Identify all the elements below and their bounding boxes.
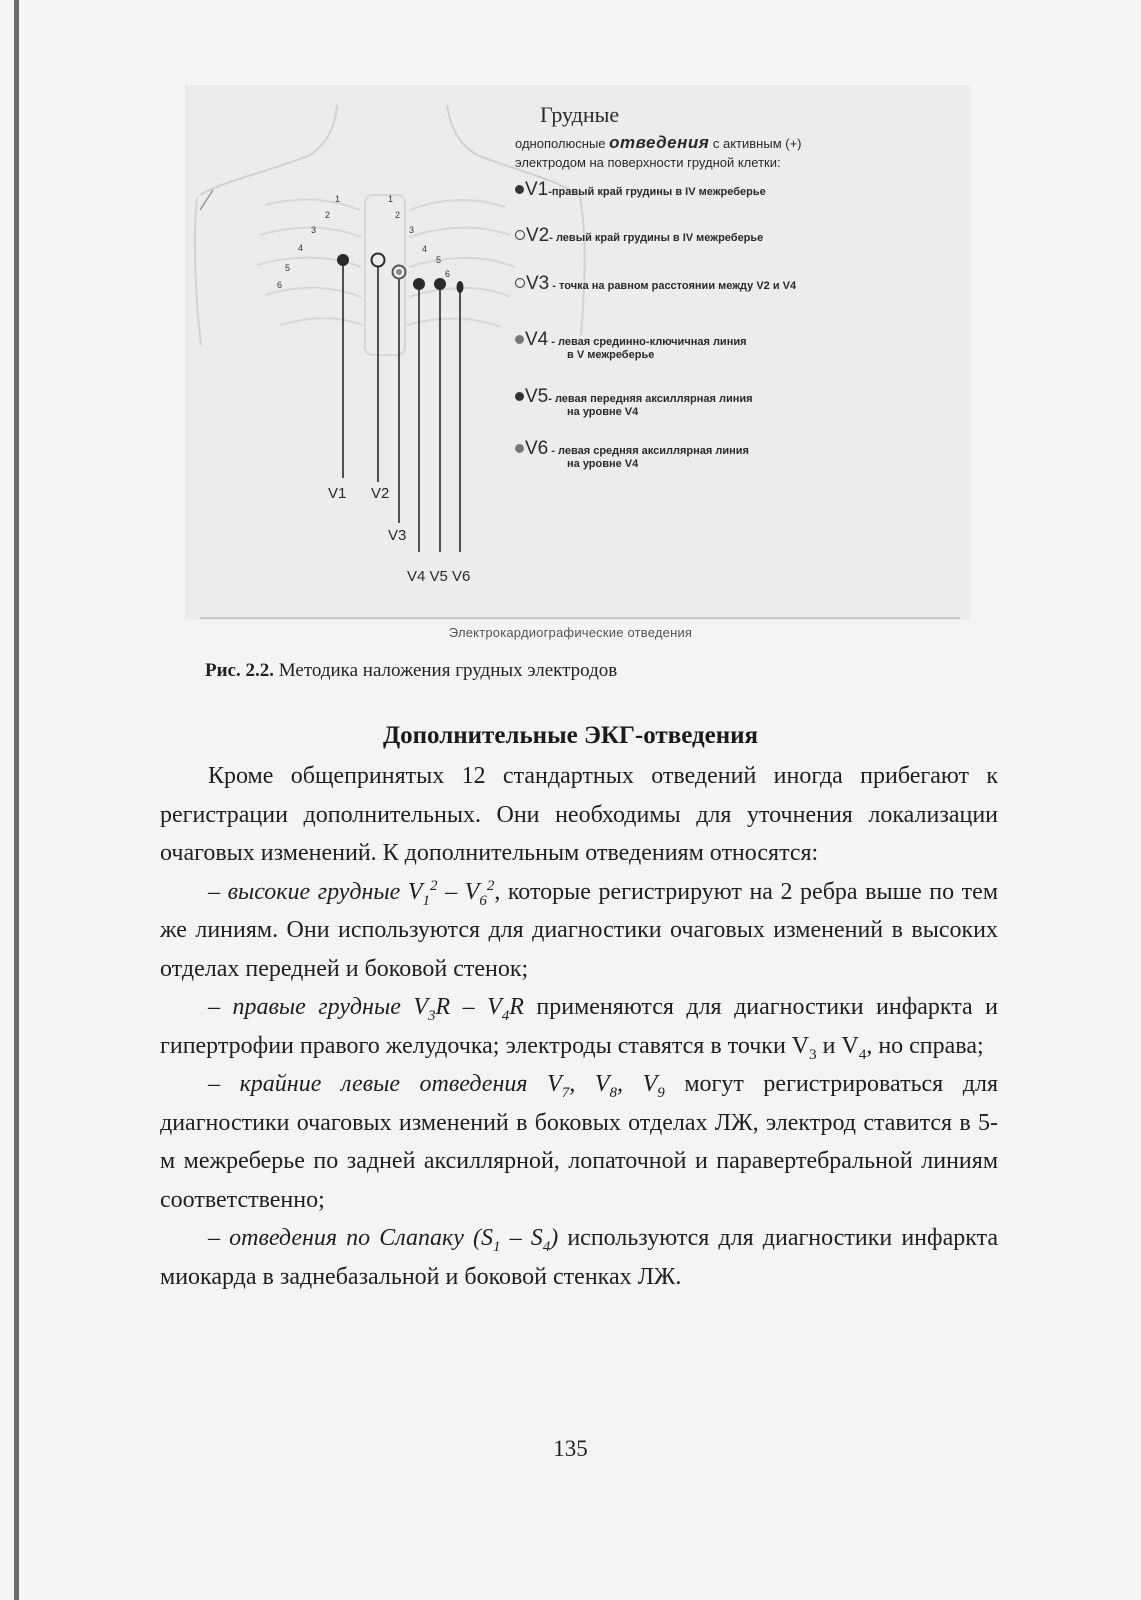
ring-dot-icon — [515, 278, 525, 288]
filled-dot-icon — [515, 185, 524, 194]
subscript: 6 — [479, 892, 487, 909]
rib-number: 5 — [436, 255, 442, 265]
subscript: 7 — [561, 1084, 570, 1101]
term-text: , V — [569, 1071, 610, 1097]
right-arm-outline — [580, 197, 585, 335]
legend-text: - левая средняя аксиллярная линия — [548, 445, 749, 457]
legend-subtitle-post: с активным (+) — [709, 136, 802, 151]
open-dot-icon — [515, 230, 525, 240]
legend-item-v6 — [515, 438, 749, 471]
term-text: высокие грудные V — [227, 878, 423, 905]
paragraph-high-chest — [160, 873, 998, 989]
legend-text: -правый край грудины в IV межреберье — [548, 186, 766, 198]
legend-text: - левая срединно-ключичная линия — [548, 336, 747, 348]
term-text: R — [509, 994, 524, 1020]
legend-lead: V3 — [526, 273, 550, 294]
figure-separator — [200, 617, 960, 619]
electrode-v2 — [372, 254, 385, 267]
rib-number: 3 — [311, 225, 317, 235]
term-text: отведения по Слапаку (S — [229, 1225, 494, 1251]
figure-caption-label: Рис. 2.2. — [205, 660, 274, 681]
dash: – — [208, 878, 228, 905]
paragraph-far-left — [160, 1065, 998, 1219]
figure-caption — [205, 660, 617, 682]
subscript: 9 — [657, 1084, 665, 1101]
superscript: 2 — [430, 877, 438, 894]
filled-dot-icon — [515, 444, 524, 453]
electrode-v3-inner — [396, 269, 402, 275]
filled-dot-icon — [515, 392, 524, 401]
rib-number: 1 — [335, 194, 341, 204]
legend-text-line2: на уровне V4 — [567, 406, 639, 418]
lead-wires — [343, 263, 460, 552]
filled-dot-icon — [515, 335, 524, 344]
left-arm-outline — [195, 197, 201, 345]
rib-numbers — [277, 194, 450, 290]
subscript: 1 — [493, 1238, 501, 1255]
section-heading: Дополнительные ЭКГ-отведения — [382, 722, 759, 749]
legend-lead: V2 — [526, 225, 550, 246]
legend-lead: V6 — [525, 438, 549, 459]
paragraph-text: , которые регистрируют на 2 ребра выше по тем же линиям. Они используются для диагностики очаговых изменений в высоких отделах передней и боковой стенок; — [160, 878, 999, 982]
subscript: 4 — [858, 1046, 867, 1063]
legend-subtitle-line2: электродом на поверхности грудной клетки: — [515, 155, 781, 170]
legend-subtitle — [515, 133, 802, 172]
legend-text: - точка на равном расстоянии между V2 и V4 — [549, 280, 797, 292]
paragraph-right-chest — [160, 988, 998, 1065]
rib-number: 6 — [445, 269, 451, 279]
lead-label-v1: V1 — [328, 485, 347, 502]
electrode-v6 — [457, 281, 464, 293]
legend-item-v5 — [515, 386, 753, 419]
paragraph-text: , но справа; — [866, 1032, 984, 1059]
rib-number: 2 — [325, 210, 331, 220]
electrode-v4 — [413, 278, 425, 290]
legend-lead: V5 — [525, 386, 549, 407]
subscript: 4 — [501, 1007, 510, 1024]
rib-cage — [257, 195, 515, 355]
paragraph-text: могут регистрироваться для диагностики очаговых изменений в боковых отделах ЛЖ, электрод ставится в 5-м межреберье по задней аксиллярной, лопаточной и паравертебральной линиям соответственно; — [160, 1071, 999, 1213]
body-text — [160, 757, 998, 1296]
legend-lead: V4 — [525, 329, 549, 350]
paragraph-slapak — [160, 1219, 998, 1296]
paragraph-text: используются для диагностики инфаркта миокарда в заднебазальной и боковой стенках ЛЖ. — [160, 1225, 999, 1290]
page-number: 135 — [553, 1436, 588, 1461]
legend-text-line2: в V межреберье — [567, 349, 655, 361]
rib-number: 5 — [285, 263, 291, 273]
rib-number: 4 — [298, 243, 304, 253]
term-text: R – V — [435, 994, 502, 1020]
term-text: правые грудные V — [232, 994, 428, 1020]
rib-number: 6 — [277, 280, 283, 290]
rib-number: 3 — [409, 225, 415, 235]
dash: – — [208, 1071, 240, 1097]
legend-text-line2: на уровне V4 — [567, 458, 639, 470]
rib-number: 4 — [422, 244, 428, 254]
lead-label-v4-v6: V4 V5 V6 — [407, 568, 471, 585]
term-text: ) — [550, 1225, 559, 1251]
paragraph-text: и V — [816, 1032, 859, 1059]
term — [239, 1071, 665, 1101]
legend-item-v4 — [515, 329, 747, 362]
legend-subtitle-pre: однополюсные — [515, 136, 610, 151]
legend-lead: V1 — [525, 179, 549, 200]
term — [229, 1225, 559, 1255]
dash: – — [208, 994, 233, 1020]
rib-number: 1 — [388, 194, 394, 204]
term-text: , V — [617, 1071, 658, 1097]
binding-edge — [14, 0, 19, 1600]
superscript: 2 — [486, 877, 495, 894]
legend-item-v2 — [515, 225, 764, 246]
term-text: крайние левые отведения V — [239, 1071, 562, 1097]
subscript: 1 — [422, 892, 431, 909]
legend-text: - левый край грудины в IV межреберье — [549, 232, 764, 244]
figure-inner-caption: Электрокардиографические отведения — [448, 625, 693, 640]
ecg-figure — [185, 85, 970, 620]
rib-number: 2 — [395, 210, 401, 220]
subscript: 4 — [542, 1238, 551, 1255]
term-text: – V — [437, 878, 480, 905]
lead-label-v2: V2 — [371, 485, 390, 502]
subscript: 3 — [428, 1007, 436, 1024]
electrode-v5 — [434, 278, 446, 290]
subscript: 8 — [609, 1084, 617, 1101]
subscript: 3 — [809, 1046, 817, 1063]
figure-caption-text: Методика наложения грудных электродов — [274, 660, 618, 681]
term — [227, 877, 495, 909]
legend-subtitle-bold: отведения — [609, 133, 710, 152]
paragraph-text: применяются для диагностики инфаркта и гипертрофии правого желудочка; электроды ставятся в точки V — [160, 994, 999, 1059]
legend-title: Грудные — [540, 102, 620, 127]
term — [232, 994, 524, 1024]
legend-item-v3 — [515, 273, 797, 294]
lead-label-v3: V3 — [388, 527, 407, 544]
electrode-v1 — [337, 254, 349, 266]
legend-item-v1 — [515, 179, 766, 200]
dash: – — [208, 1225, 230, 1251]
term-text: – S — [500, 1225, 543, 1251]
paragraph-intro: Кроме общепринятых 12 стандартных отведений иногда прибегают к регистрации дополнительных. Они необходимы для уточнения локализации очаговых изменений. К дополнительным отведениям относятся: — [160, 763, 998, 866]
legend-text: - левая передняя аксиллярная линия — [548, 393, 753, 405]
